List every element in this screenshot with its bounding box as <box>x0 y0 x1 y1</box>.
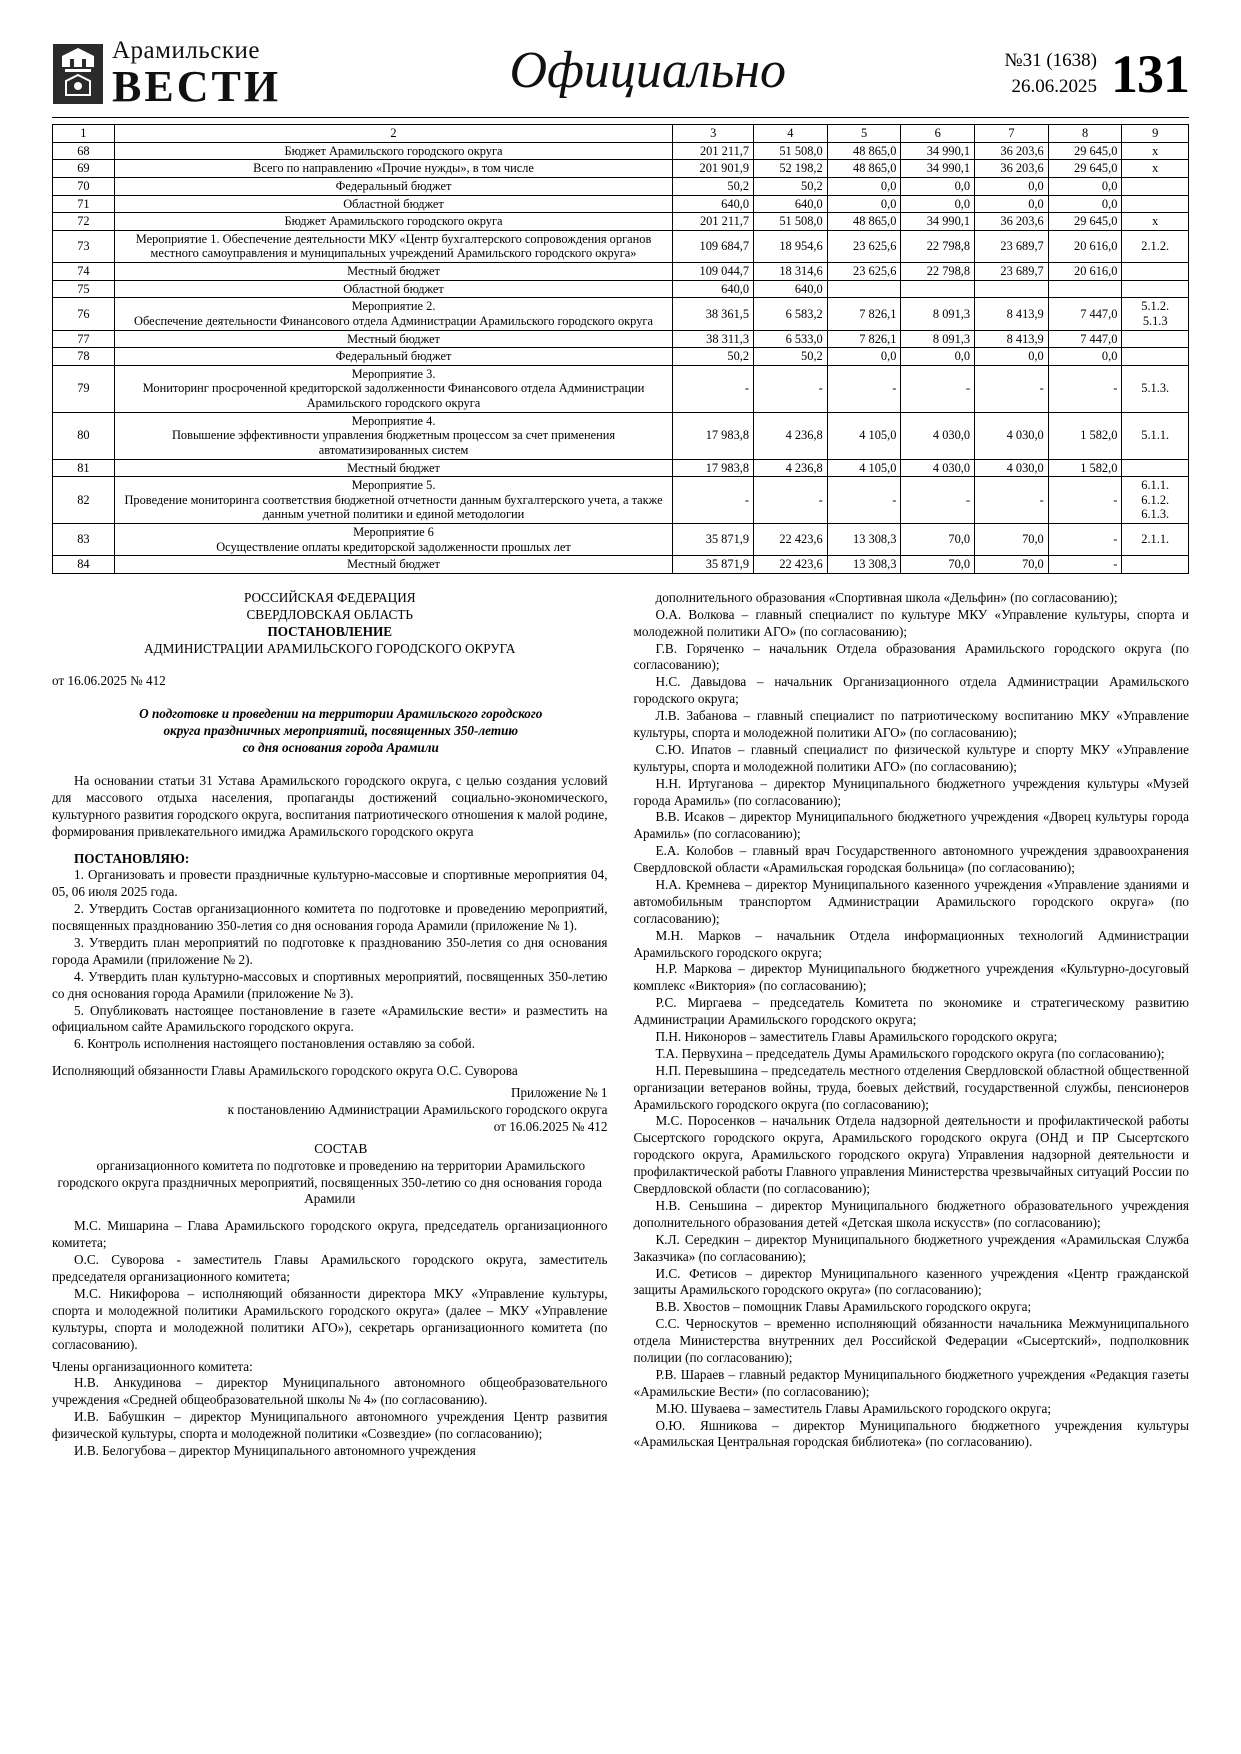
row-value <box>1122 263 1189 281</box>
row-value: 1 582,0 <box>1048 412 1122 459</box>
doc-head-1: РОССИЙСКАЯ ФЕДЕРАЦИЯ <box>243 589 416 605</box>
row-value <box>1122 459 1189 477</box>
table-row <box>53 160 1189 178</box>
row-value: 17 983,8 <box>673 412 754 459</box>
table-column-header: 4 <box>754 125 828 143</box>
committee-member: Н.В. Сеньшина – директор Муниципального бюджетного образовательного учреждения дополнительного образования детей «Детская школа искусств» (по согласованию); <box>633 1197 1189 1230</box>
row-value <box>1122 280 1189 298</box>
row-value: - <box>1048 477 1122 524</box>
committee-member: Н.В. Анкудинова – директор Муниципального автономного общеобразовательного учреждения «Средней общеобразовательной школы № 4» (по согласованию). <box>52 1375 608 1408</box>
row-value: 640,0 <box>754 280 828 298</box>
row-value: 13 308,3 <box>827 524 901 556</box>
committee-member: М.Н. Марков – начальник Отдела информационных технологий Администрации Арамильского городского округа; <box>633 927 1189 960</box>
row-description: Бюджет Арамильского городского округа <box>114 213 672 231</box>
committee-member: Е.А. Колобов – главный врач Государственного автономного учреждения здравоохранения Свердловской области «Арамильская городская больница» (по согласованию); <box>633 843 1189 876</box>
row-value: х <box>1122 142 1189 160</box>
row-value: 70,0 <box>901 556 975 574</box>
committee-member: П.Н. Никоноров – заместитель Главы Арамильского городского округа; <box>655 1029 1058 1045</box>
row-value <box>1122 556 1189 574</box>
row-value: 0,0 <box>827 177 901 195</box>
appendix-line-3: от 16.06.2025 № 412 <box>493 1118 608 1134</box>
committee-member: Н.Р. Маркова – директор Муниципального бюджетного учреждения «Культурно-досуговый комплекс «Виктория» (по согласованию); <box>633 961 1189 994</box>
row-value: 0,0 <box>901 348 975 366</box>
signature: Исполняющий обязанности Главы Арамильского городского округа О.С. Суворова <box>52 1063 518 1079</box>
row-value: 8 413,9 <box>975 330 1049 348</box>
row-value <box>901 280 975 298</box>
resolve-label: ПОСТАНОВЛЯЮ: <box>74 850 190 866</box>
row-value: 0,0 <box>1048 177 1122 195</box>
row-value: 0,0 <box>901 195 975 213</box>
row-value: 8 091,3 <box>901 330 975 348</box>
row-value: - <box>901 365 975 412</box>
committee-member: И.В. Бабушкин – директор Муниципального автономного учреждения Центр развития физической культуры, спорта и молодежной политики «Созвездие» (по согласованию); <box>52 1409 608 1442</box>
row-description: Федеральный бюджет <box>114 177 672 195</box>
table-column-header: 2 <box>114 125 672 143</box>
issue-block <box>1004 43 1189 105</box>
row-value: 2.1.1. <box>1122 524 1189 556</box>
issue-date: 26.06.2025 <box>1011 75 1097 97</box>
row-value: 29 645,0 <box>1048 142 1122 160</box>
committee-member: И.В. Белогубова – директор Муниципального автономного учреждения <box>74 1442 476 1458</box>
committee-lead-member: М.С. Никифорова – исполняющий обязанности директора МКУ «Управление культуры, спорта и молодежной политики Арамильского городского округа» (далее – МКУ «Управление культуры, спорта и молодежной политики АГО»), секретарь организационного комитета (по согласованию). <box>52 1285 608 1352</box>
row-description: Мероприятие 1. Обеспечение деятельности МКУ «Центр бухгалтерского сопровождения органов местного самоуправления и муниципальных учреждений Арамильского городского округа» <box>114 230 672 262</box>
row-value: 4 030,0 <box>901 412 975 459</box>
row-value: 20 616,0 <box>1048 263 1122 281</box>
row-value: 36 203,6 <box>975 213 1049 231</box>
appendix-line-1: Приложение № 1 <box>510 1085 608 1101</box>
right-column <box>634 590 1190 1460</box>
row-description: Местный бюджет <box>114 263 672 281</box>
row-value: 6 533,0 <box>754 330 828 348</box>
row-value: 8 091,3 <box>901 298 975 330</box>
row-number: 68 <box>53 142 115 160</box>
row-value: 70,0 <box>975 524 1049 556</box>
row-value: 4 030,0 <box>975 459 1049 477</box>
table-row <box>53 142 1189 160</box>
row-value: 70,0 <box>975 556 1049 574</box>
row-value: 35 871,9 <box>673 556 754 574</box>
row-value <box>1122 348 1189 366</box>
committee-member: Л.В. Забанова – главный специалист по патриотическому воспитанию МКУ «Управление культуры, спорта и молодежной политики АГО» (по согласованию); <box>633 708 1189 740</box>
row-value: 52 198,2 <box>754 160 828 178</box>
row-value: х <box>1122 213 1189 231</box>
doc-subject-3: со дня основания города Арамили <box>242 740 439 756</box>
committee-member: О.Ю. Яшникова – директор Муниципального бюджетного учреждения культуры «Арамильская Центральная городская библиотека» (по согласованию). <box>633 1417 1189 1450</box>
article-body <box>0 574 1241 1478</box>
table-column-header: 9 <box>1122 125 1189 143</box>
table-column-header: 5 <box>827 125 901 143</box>
row-number: 77 <box>53 330 115 348</box>
committee-member: В.В. Хвостов – помощник Главы Арамильского городского округа; <box>655 1299 1032 1315</box>
row-number: 83 <box>53 524 115 556</box>
row-value: 70,0 <box>901 524 975 556</box>
row-description: Мероприятие 2. Обеспечение деятельности Финансового отдела Администрации Арамильского городского округа <box>114 298 672 330</box>
resolution-item: 2. Утвердить Состав организационного комитета по подготовке и проведению мероприятий, посвященных празднованию 350-летия со дня основания города Арамили (приложение № 1). <box>52 901 608 934</box>
row-value: 4 236,8 <box>754 412 828 459</box>
row-value: 0,0 <box>1048 348 1122 366</box>
row-value: 201 211,7 <box>673 213 754 231</box>
row-description: Мероприятие 3. Мониторинг просроченной кредиторской задолженности Финансового отдела Администрации Арамильского городского округа <box>114 365 672 412</box>
sostav-title: СОСТАВ <box>314 1140 368 1156</box>
row-description: Местный бюджет <box>114 556 672 574</box>
row-value: 23 689,7 <box>975 230 1049 262</box>
row-number: 76 <box>53 298 115 330</box>
row-number: 81 <box>53 459 115 477</box>
budget-table-wrap <box>0 118 1241 574</box>
table-column-header: 7 <box>975 125 1049 143</box>
row-value: 1 582,0 <box>1048 459 1122 477</box>
resolution-item: 1. Организовать и провести праздничные культурно-массовые и спортивные мероприятия 04, 05, 06 июля 2025 года. <box>52 867 608 900</box>
table-column-header: 3 <box>673 125 754 143</box>
issue-number: №31 (1638) <box>1004 49 1097 71</box>
row-value <box>827 280 901 298</box>
row-value: 23 625,6 <box>827 263 901 281</box>
row-value: 17 983,8 <box>673 459 754 477</box>
committee-member: Т.А. Первухина – председатель Думы Арамильского городского округа (по согласованию); <box>655 1045 1165 1061</box>
row-value: 38 361,5 <box>673 298 754 330</box>
row-description: Местный бюджет <box>114 330 672 348</box>
row-value: 22 798,8 <box>901 263 975 281</box>
row-value: 18 314,6 <box>754 263 828 281</box>
table-row <box>53 195 1189 213</box>
committee-member: К.Л. Середкин – директор Муниципального бюджетного учреждения «Арамильская Служба Заказчика» (по согласованию); <box>633 1231 1189 1264</box>
row-description: Областной бюджет <box>114 195 672 213</box>
row-value: - <box>1048 524 1122 556</box>
row-number: 78 <box>53 348 115 366</box>
doc-subject-1: О подготовке и проведении на территории Арамильского городского <box>139 706 543 722</box>
row-value: 18 954,6 <box>754 230 828 262</box>
committee-member: М.Ю. Шуваева – заместитель Главы Арамильского городского округа; <box>655 1400 1052 1416</box>
table-row <box>53 477 1189 524</box>
row-value: 0,0 <box>827 348 901 366</box>
row-value: 22 423,6 <box>754 524 828 556</box>
table-row <box>53 280 1189 298</box>
row-value: 51 508,0 <box>754 142 828 160</box>
table-row <box>53 177 1189 195</box>
row-value: 50,2 <box>754 348 828 366</box>
row-value: 4 030,0 <box>975 412 1049 459</box>
members-title: Члены организационного комитета: <box>52 1358 253 1374</box>
committee-member: Н.А. Кремнева – директор Муниципального казенного учреждения «Управление зданиями и автомобильным транспортом Администрации Арамильского городского округа» (по согласованию); <box>633 877 1189 926</box>
row-value: 36 203,6 <box>975 142 1049 160</box>
row-value: 50,2 <box>673 177 754 195</box>
row-value: 29 645,0 <box>1048 213 1122 231</box>
row-description: Мероприятие 4. Повышение эффективности управления бюджетным процессом за счет применения автоматизированных систем <box>114 412 672 459</box>
row-value: 0,0 <box>975 177 1049 195</box>
doc-date-line: от 16.06.2025 № 412 <box>52 673 166 689</box>
row-value: 8 413,9 <box>975 298 1049 330</box>
row-value: 48 865,0 <box>827 142 901 160</box>
row-value: - <box>673 477 754 524</box>
row-value: 23 689,7 <box>975 263 1049 281</box>
row-value: - <box>975 477 1049 524</box>
row-number: 84 <box>53 556 115 574</box>
row-value: 6 583,2 <box>754 298 828 330</box>
row-description: Федеральный бюджет <box>114 348 672 366</box>
row-value: 4 105,0 <box>827 459 901 477</box>
committee-member: М.С. Поросенков – начальник Отдела надзорной деятельности и профилактической работы Сысертского городского округа, Арамильского городского округа (ОНД и ПР Сысертского городского округа, Арамильского городского округа) Управления надзорной деятельности и профилактической работы Главного управления Министерства чрезвычайных ситуаций России по Свердловской области (по согласованию); <box>633 1113 1189 1197</box>
row-value: 4 030,0 <box>901 459 975 477</box>
budget-table <box>52 124 1189 574</box>
row-value: 22 423,6 <box>754 556 828 574</box>
table-column-header: 8 <box>1048 125 1122 143</box>
row-value: 48 865,0 <box>827 213 901 231</box>
row-value <box>1122 330 1189 348</box>
table-row <box>53 330 1189 348</box>
committee-member: Р.С. Миргаева – председатель Комитета по экономике и стратегическому развитию Администрации Арамильского городского округа; <box>633 995 1189 1028</box>
row-value: 34 990,1 <box>901 142 975 160</box>
committee-member: Н.Н. Иртуганова – директор Муниципального бюджетного учреждения культуры «Музей города Арамиль» (по согласованию); <box>633 775 1189 808</box>
committee-member: С.С. Черноскутов – временно исполняющий обязанности начальника Межмуниципального отдела Министерства внутренних дел Российской Федерации «Сысертский», подполковник полиции (по согласованию); <box>633 1316 1189 1365</box>
row-number: 79 <box>53 365 115 412</box>
committee-member: Г.В. Горяченко – начальник Отдела образования Арамильского городского округа (по согласованию); <box>633 640 1189 673</box>
left-column <box>52 590 608 1460</box>
row-value: 34 990,1 <box>901 213 975 231</box>
row-value: 0,0 <box>901 177 975 195</box>
table-column-header: 6 <box>901 125 975 143</box>
row-value: - <box>673 365 754 412</box>
row-description: Бюджет Арамильского городского округа <box>114 142 672 160</box>
sostav-subtitle: организационного комитета по подготовке и проведению на территории Арамильского городского округа праздничных мероприятий, посвященных 350-летию со дня основания города Арамили <box>57 1157 602 1207</box>
row-value: 36 203,6 <box>975 160 1049 178</box>
row-description: Мероприятие 5. Проведение мониторинга соответствия бюджетной отчетности данным бухгалтерского учета, а также данным учетной политики и единой методологии <box>114 477 672 524</box>
logo-top-text: Арамильские <box>112 37 260 64</box>
row-number: 74 <box>53 263 115 281</box>
row-description: Всего по направлению «Прочие нужды», в том числе <box>114 160 672 178</box>
row-value: 50,2 <box>673 348 754 366</box>
row-description: Местный бюджет <box>114 459 672 477</box>
row-value: 20 616,0 <box>1048 230 1122 262</box>
row-number: 73 <box>53 230 115 262</box>
row-description: Областной бюджет <box>114 280 672 298</box>
resolution-item: 3. Утвердить план мероприятий по подготовке к празднованию 350-летия со дня основания города Арамили (приложение № 2). <box>52 935 608 967</box>
row-value: 201 211,7 <box>673 142 754 160</box>
table-row <box>53 524 1189 556</box>
row-value <box>1122 177 1189 195</box>
resolution-item: 4. Утвердить план культурно-массовых и спортивных мероприятий, посвященных 350-летию со дня основания города Арамили (приложение № 3). <box>52 968 608 1001</box>
row-value: 109 044,7 <box>673 263 754 281</box>
logo-bottom-text: ВЕСТИ <box>112 62 282 111</box>
row-value: - <box>754 477 828 524</box>
row-value: х <box>1122 160 1189 178</box>
row-value: - <box>1048 365 1122 412</box>
row-value: 50,2 <box>754 177 828 195</box>
logo-block <box>52 38 281 109</box>
row-value: - <box>827 365 901 412</box>
row-value <box>975 280 1049 298</box>
table-row <box>53 298 1189 330</box>
row-value: 2.1.2. <box>1122 230 1189 262</box>
row-value: 7 826,1 <box>827 298 901 330</box>
table-row <box>53 556 1189 574</box>
appendix-line-2: к постановлению Администрации Арамильского городского округа <box>227 1102 608 1118</box>
row-value: 48 865,0 <box>827 160 901 178</box>
table-header-row <box>53 125 1189 143</box>
row-value: - <box>901 477 975 524</box>
row-number: 72 <box>53 213 115 231</box>
row-description: Мероприятие 6 Осуществление оплаты кредиторской задолженности прошлых лет <box>114 524 672 556</box>
row-value: 22 798,8 <box>901 230 975 262</box>
committee-member: В.В. Исаков – директор Муниципального бюджетного учреждения «Дворец культуры города Арамиль» (по согласованию); <box>633 809 1189 842</box>
row-value: 34 990,1 <box>901 160 975 178</box>
committee-member: Н.П. Перевышина – председатель местного отделения Свердловской областной общественной организации ветеранов войны, труда, боевых действий, государственной службы, пенсионеров Арамильского городского округа (по согласованию); <box>633 1062 1189 1112</box>
row-value: 38 311,3 <box>673 330 754 348</box>
row-value: 29 645,0 <box>1048 160 1122 178</box>
table-row <box>53 348 1189 366</box>
row-number: 75 <box>53 280 115 298</box>
row-value: 5.1.2. 5.1.3 <box>1122 298 1189 330</box>
row-value: 7 826,1 <box>827 330 901 348</box>
row-value: 0,0 <box>1048 195 1122 213</box>
doc-head-4: АДМИНИСТРАЦИИ АРАМИЛЬСКОГО ГОРОДСКОГО ОКРУГА <box>144 640 516 656</box>
table-column-header: 1 <box>53 125 115 143</box>
row-value: 51 508,0 <box>754 213 828 231</box>
row-value: - <box>754 365 828 412</box>
row-value: 4 105,0 <box>827 412 901 459</box>
row-value: 5.1.3. <box>1122 365 1189 412</box>
row-value: - <box>827 477 901 524</box>
row-value: 5.1.1. <box>1122 412 1189 459</box>
row-value: 640,0 <box>673 195 754 213</box>
row-number: 70 <box>53 177 115 195</box>
resolution-item: 6. Контроль исполнения настоящего постановления оставляю за собой. <box>74 1036 475 1052</box>
table-row <box>53 230 1189 262</box>
row-value: 6.1.1. 6.1.2. 6.1.3. <box>1122 477 1189 524</box>
table-row <box>53 459 1189 477</box>
row-value: - <box>1048 556 1122 574</box>
table-row <box>53 263 1189 281</box>
row-value: 0,0 <box>827 195 901 213</box>
row-number: 69 <box>53 160 115 178</box>
committee-member: С.Ю. Ипатов – главный специалист по физической культуре и спорту МКУ «Управление культуры, спорта и молодежной политики АГО» (по согласованию); <box>633 741 1189 774</box>
doc-intro: На основании статьи 31 Устава Арамильского городского округа, с целью создания условий для массового отдыха населения, пропаганды достижений социально-экономического, культурного развития городского округа, воспитания патриотического отношения к малой родине, формирования привлекательного имиджа Арамильского городского округа <box>52 773 608 839</box>
committee-member: И.С. Фетисов – директор Муниципального казенного учреждения «Центр гражданской защиты Арамильского городского округа» (по согласованию); <box>633 1265 1189 1298</box>
doc-head-3: ПОСТАНОВЛЕНИЕ <box>267 623 393 639</box>
committee-member: дополнительного образования «Спортивная школа «Дельфин» (по согласованию); <box>655 589 1118 605</box>
doc-subject-2: округа праздничных мероприятий, посвященных 350-летию <box>163 723 519 739</box>
row-value <box>1122 195 1189 213</box>
row-value: 7 447,0 <box>1048 298 1122 330</box>
row-number: 80 <box>53 412 115 459</box>
committee-lead-member: О.С. Суворова - заместитель Главы Арамильского городского округа, заместитель председателя организационного комитета; <box>52 1252 608 1285</box>
row-value <box>1048 280 1122 298</box>
committee-member: Н.С. Давыдова – начальник Организационного отдела Администрации Арамильского городского округа; <box>633 674 1189 707</box>
row-value: 640,0 <box>673 280 754 298</box>
committee-lead-member: М.С. Мишарина – Глава Арамильского городского округа, председатель организационного комитета; <box>52 1218 608 1251</box>
row-number: 82 <box>53 477 115 524</box>
resolution-item: 5. Опубликовать настоящее постановление в газете «Арамильские вести» и разместить на официальном сайте Арамильского городского округа. <box>52 1002 608 1035</box>
row-value: 13 308,3 <box>827 556 901 574</box>
committee-member: Р.В. Шараев – главный редактор Муниципального бюджетного учреждения «Редакция газеты «Арамильские Вести» (по согласованию); <box>633 1366 1189 1399</box>
committee-member: О.А. Волкова – главный специалист по культуре МКУ «Управление культуры, спорта и молодежной политики АГО» (по согласованию); <box>633 606 1189 639</box>
row-value: 4 236,8 <box>754 459 828 477</box>
page-number: 131 <box>1111 43 1189 104</box>
table-row <box>53 412 1189 459</box>
row-number: 71 <box>53 195 115 213</box>
row-value: 7 447,0 <box>1048 330 1122 348</box>
row-value: 640,0 <box>754 195 828 213</box>
page-title: Официально <box>509 42 787 99</box>
row-value: 109 684,7 <box>673 230 754 262</box>
row-value: 23 625,6 <box>827 230 901 262</box>
row-value: - <box>975 365 1049 412</box>
table-row <box>53 213 1189 231</box>
doc-head-2: СВЕРДЛОВСКАЯ ОБЛАСТЬ <box>246 606 413 622</box>
city-crest-icon <box>52 43 104 105</box>
row-value: 35 871,9 <box>673 524 754 556</box>
row-value: 0,0 <box>975 195 1049 213</box>
row-value: 201 901,9 <box>673 160 754 178</box>
row-value: 0,0 <box>975 348 1049 366</box>
table-row <box>53 365 1189 412</box>
masthead <box>0 0 1241 115</box>
